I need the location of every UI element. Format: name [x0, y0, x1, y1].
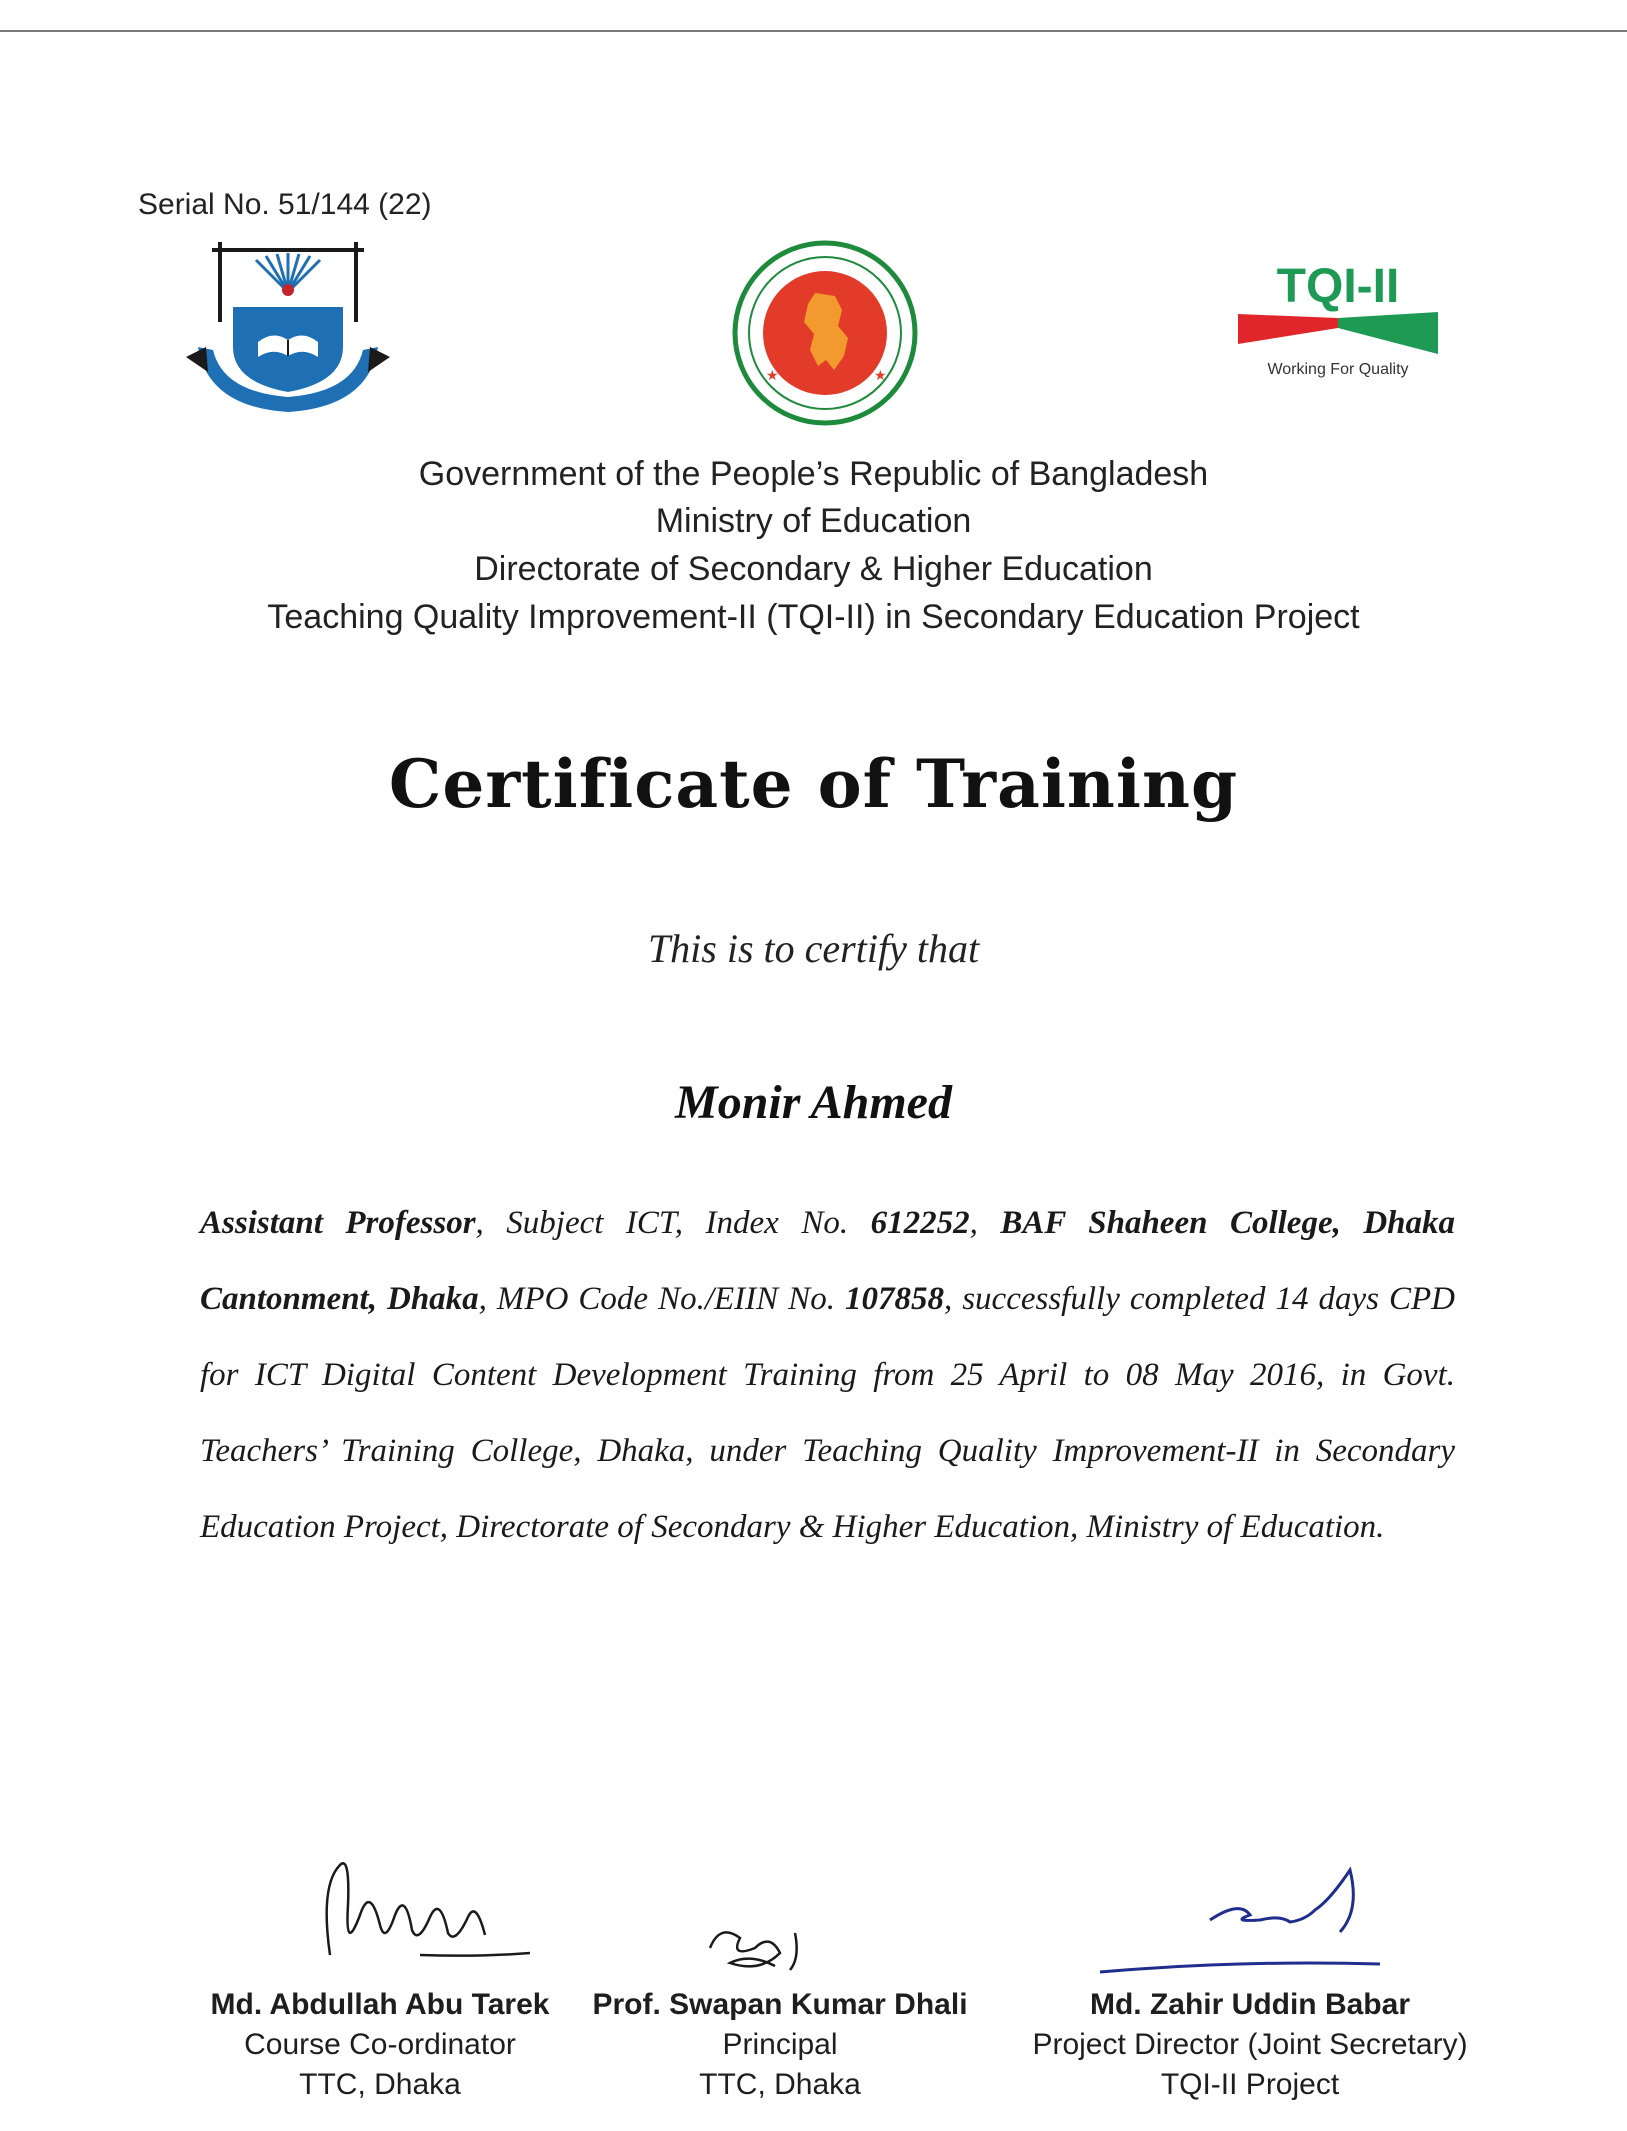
- header-government: Government of the People’s Republic of Bangladesh: [418, 455, 1209, 493]
- svg-text:★: ★: [874, 368, 887, 384]
- body-text-part: , Subject ICT, Index No.: [475, 1205, 871, 1241]
- svg-text:TQI-II: TQI-II: [1276, 260, 1400, 313]
- signature-2: [690, 1918, 850, 1978]
- signatory-role: Principal: [722, 2028, 838, 2061]
- serial-number: Serial No. 51/144 (22): [138, 188, 432, 221]
- certificate-title: Certificate of Training: [388, 745, 1239, 823]
- signatory-role: Project Director (Joint Secretary): [1032, 2028, 1468, 2061]
- signatory-name: Prof. Swapan Kumar Dhali: [592, 1988, 968, 2021]
- signatory-2: [570, 1985, 990, 2105]
- signatory-role: Course Co-ordinator: [244, 2028, 516, 2061]
- signatory-name: Md. Zahir Uddin Babar: [1089, 1988, 1410, 2021]
- certificate-body: [200, 1185, 1455, 1565]
- header-ministry: Ministry of Education: [655, 502, 972, 540]
- signatory-1: [180, 1985, 580, 2105]
- header-directorate: Directorate of Secondary & Higher Education: [474, 550, 1153, 588]
- designation: Assistant Professor: [200, 1205, 476, 1241]
- body-text-part: ,: [969, 1205, 1001, 1241]
- svg-text:Working For Quality: Working For Quality: [1267, 361, 1409, 378]
- institution-name: BAF Shaheen College, Dhaka Cantonment, Dhaka: [200, 1205, 1456, 1317]
- signatory-3: [1010, 1985, 1490, 2105]
- certify-line: This is to certify that: [647, 926, 980, 971]
- signatory-name: Md. Abdullah Abu Tarek: [210, 1988, 550, 2021]
- bangladesh-government-seal-icon: [730, 238, 920, 428]
- body-text-part: , MPO Code No./EIIN No.: [478, 1281, 845, 1317]
- signature-1: [180, 1845, 580, 1965]
- recipient-name: Monir Ahmed: [675, 1076, 952, 1129]
- top-border-line: [0, 30, 1627, 32]
- body-text-part: , successfully completed 14 days CPD for ICT Digital Content Development Training from 25 April to 08 May 2016, in Govt. Teachers’ Training College, Dhaka, under Teaching Quality Improvement-II in Secondary Education Project, Directorate of Secondary & Higher Education, Ministry of Education.: [200, 1281, 1455, 1545]
- tqi-logo: [1238, 256, 1438, 386]
- signatory-org: TTC, Dhaka: [299, 2068, 461, 2101]
- svg-text:★: ★: [766, 368, 779, 384]
- index-number: 612252: [870, 1205, 970, 1241]
- signatory-org: TQI-II Project: [1160, 2068, 1340, 2101]
- header-project: Teaching Quality Improvement-II (TQI-II) in Secondary Education Project: [267, 598, 1360, 636]
- eiin-number: 107858: [844, 1281, 944, 1317]
- dshe-emblem-icon: [178, 232, 398, 422]
- signatory-org: TTC, Dhaka: [699, 2068, 861, 2101]
- signature-3: [1090, 1860, 1420, 1990]
